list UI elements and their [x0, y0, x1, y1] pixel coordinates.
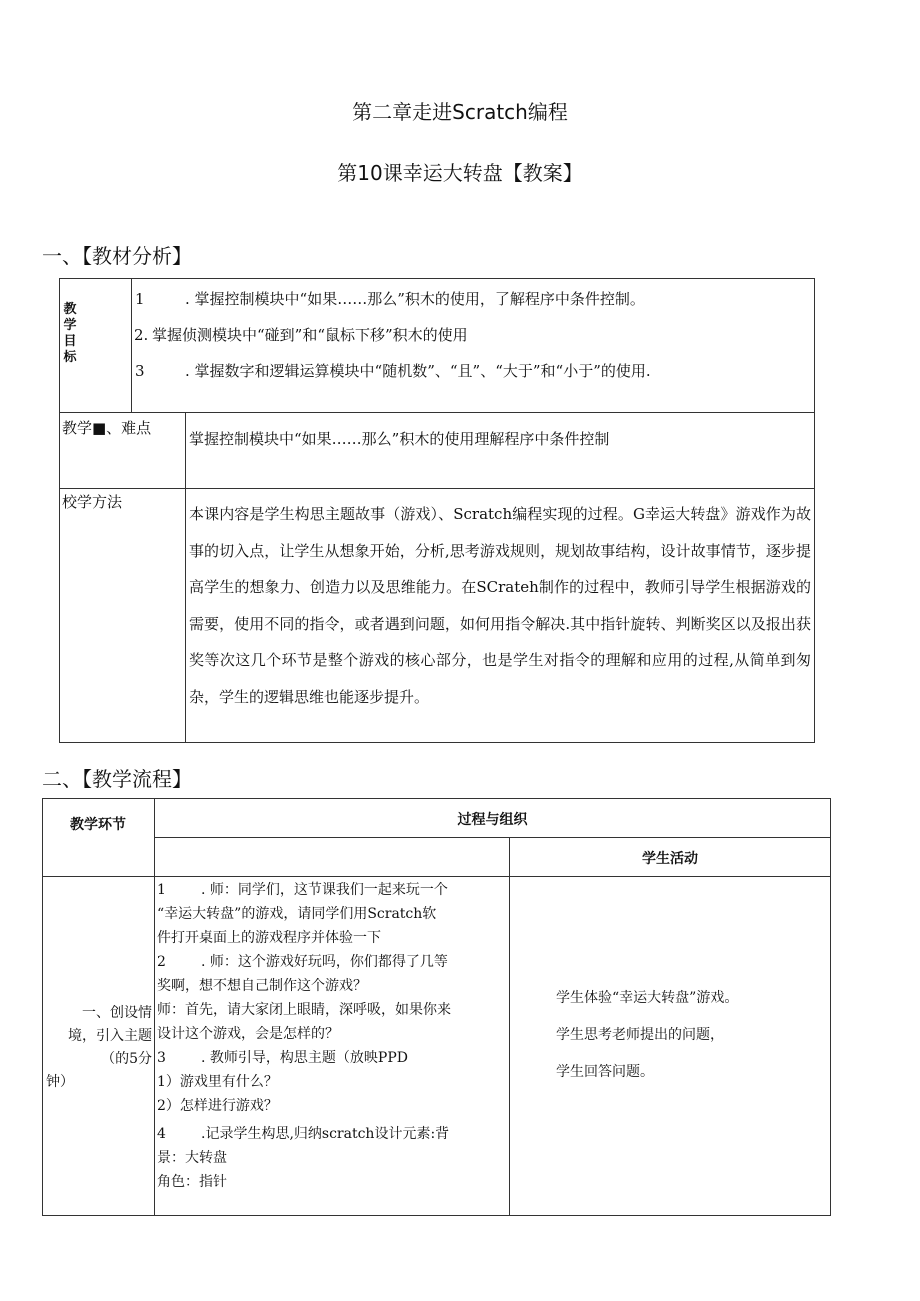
- student-cell: 学生体验“幸运大转盘”游戏。 学生思考老师提出的问题， 学生回答问题。: [556, 990, 739, 1080]
- section2-heading: 二、【教学流程】: [42, 767, 192, 791]
- process-cell: 1 . 师：同学们，这节课我们一起来玩一个 “幸运大转盘”的游戏，请同学们用Scratch软 件打开桌面上的游戏程序并体验一下 2 . 师：这个游戏好玩吗，你们都得了几等 奖啊，想不想自己制作这个游戏？ 师：首先，请大家闭上眼睛，深呼吸，如果你来 设计这个游戏，会是怎样的？ 3 . 教师引导，构思主题（放映PPD 1）游戏里有什么？ 2）怎样进行游戏？ 4 .记录学生构思,归纳scratch设计元素:背 景：大转盘 角色：指针: [157, 882, 451, 1190]
- col-divider: [131, 278, 132, 412]
- row-divider: [59, 488, 815, 489]
- stage-cell: 一、创设情 境，引入主题 （的5分 钟）: [46, 1005, 152, 1090]
- row-divider: [59, 412, 815, 413]
- goal-1-number: 1: [135, 290, 145, 308]
- row-divider: [42, 876, 831, 877]
- key-points-label: 教学■、难点: [62, 419, 152, 437]
- chapter-title: 第二章走进Scratch编程: [352, 100, 568, 124]
- goal-2-number: 2.: [134, 326, 149, 344]
- lesson-title: 第10课幸运大转盘【教案】: [337, 161, 583, 185]
- method-text: 本课内容是学生构思主题故事（游戏）、Scratch编程实现的过程。G幸运大转盘》游戏作为故事的切入点，让学生从想象开始，分析,思考游戏规则，规划故事结构，设计故事情节，逐步提高学生的想象力、创造力以及思维能力。在SCrateh制作的过程中，教师引导学生根据游戏的需要，使用不同的指令，或者遇到问题，如何用指令解决.其中指针旋转、判断奖区以及报出获奖等次这几个环节是整个游戏的核心部分，也是学生对指令的理解和应用的过程,从简单到匆杂，学生的逻辑思维也能逐步提升。: [189, 505, 811, 706]
- goal-1-text: . 掌握控制模块中“如果……那么”积木的使用，了解程序中条件控制。: [185, 290, 645, 308]
- key-points-text: 掌握控制模块中“如果……那么”积木的使用理解程序中条件控制: [189, 430, 610, 448]
- header-student: 学生活动: [642, 851, 698, 867]
- goals-label: 教 学 目 标: [63, 302, 77, 365]
- method-label: 校学方法: [62, 493, 123, 511]
- goal-2-text: 掌握侦测模块中“碰到”和“鼠标下移”积木的使用: [152, 326, 468, 344]
- col-divider: [185, 412, 186, 743]
- header-stage: 教学环节: [70, 817, 126, 833]
- goal-3-text: . 掌握数字和逻辑运算模块中“随机数”、“且”、“大于”和“小于”的使用.: [185, 362, 651, 380]
- col-divider: [154, 798, 155, 1216]
- row-divider: [154, 837, 831, 838]
- goal-3-number: 3: [135, 362, 145, 380]
- header-process: 过程与组织: [457, 812, 528, 828]
- section1-heading: 一、【教材分析】: [42, 244, 192, 268]
- col-divider: [509, 837, 510, 1216]
